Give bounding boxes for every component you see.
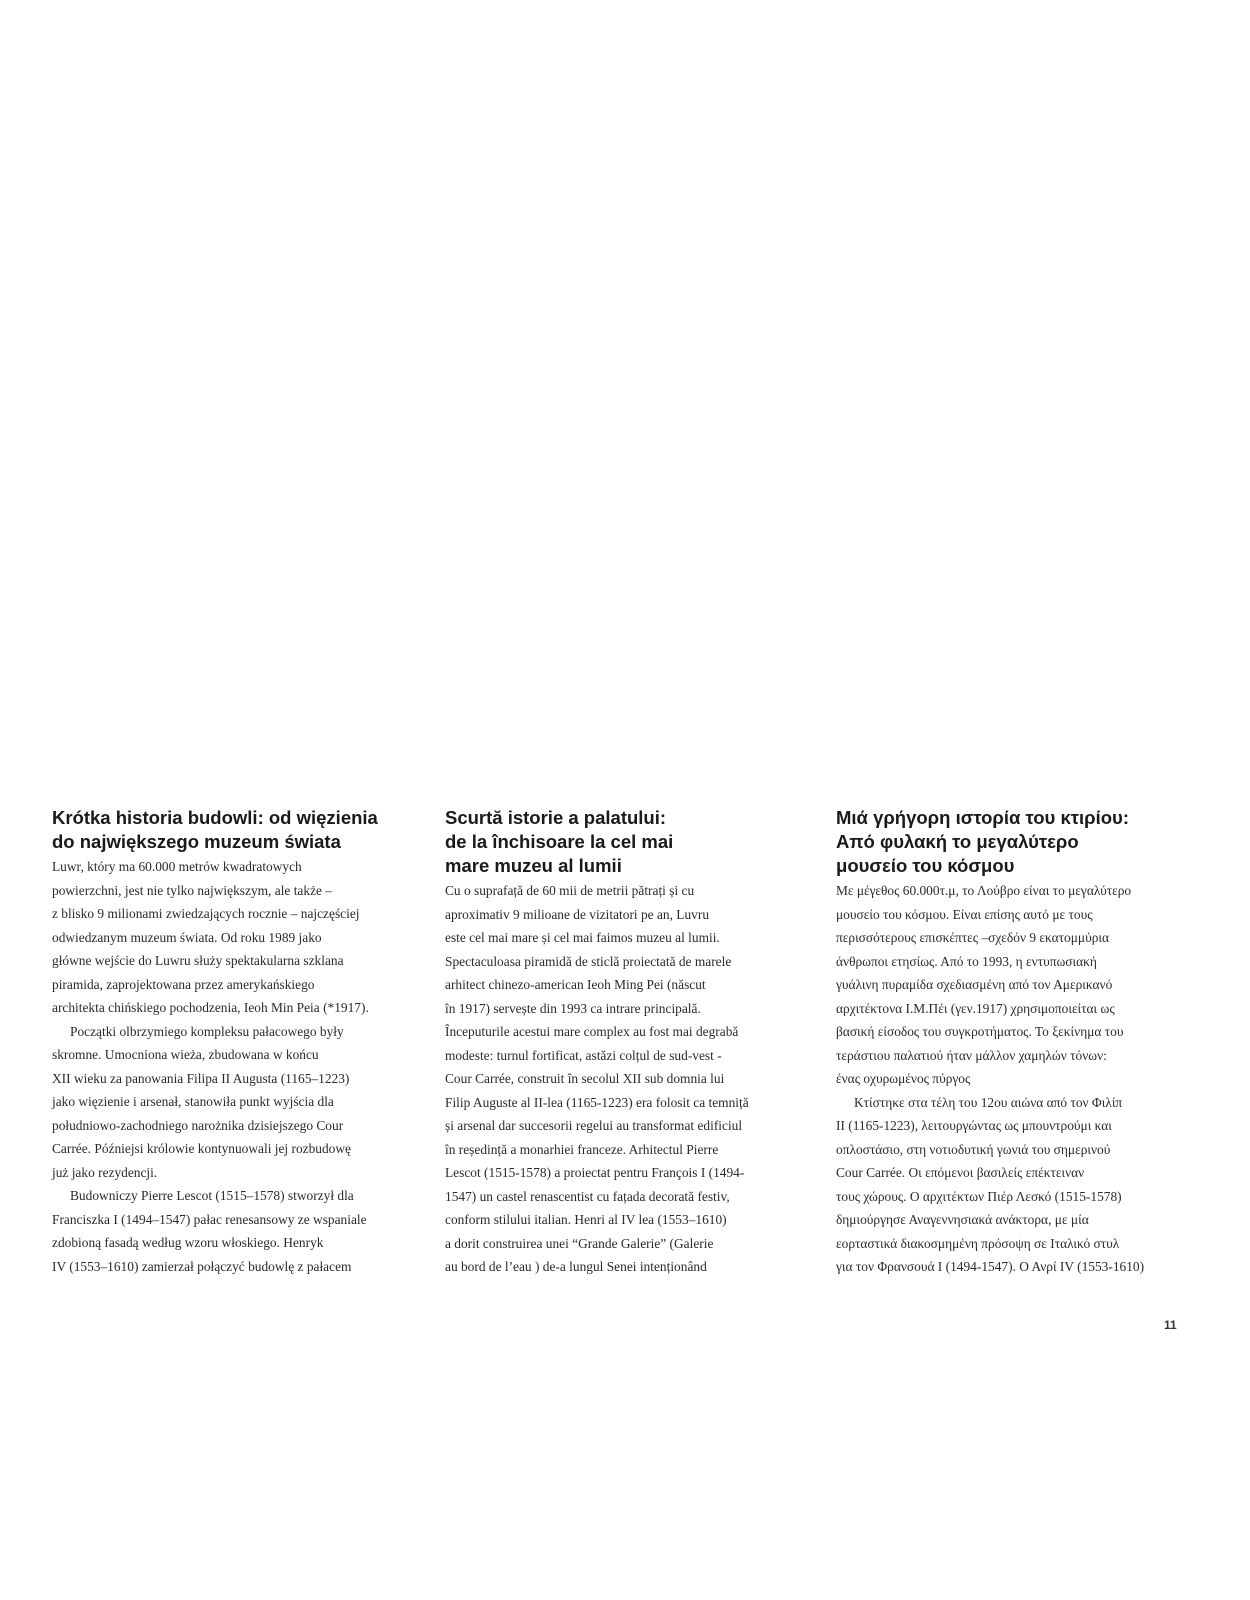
text-line: Lescot (1515-1578) a proiectat pentru François I (1494- — [445, 1165, 745, 1180]
text-line: odwiedzanym muzeum świata. Od roku 1989 jako — [52, 929, 322, 945]
text-line: Budowniczy Pierre Lescot (1515–1578) stworzył dla — [70, 1188, 354, 1203]
polish-column — [52, 806, 412, 1278]
text-line: Filip Auguste al II-lea (1165-1223) era folosit ca temniță — [445, 1094, 749, 1110]
greek-column — [836, 806, 1198, 1279]
text-line: Cour Carrée, construit în secolul XII sub domnia lui — [445, 1071, 725, 1086]
text-line: z blisko 9 milionami zwiedzających rocznie – najczęściej — [52, 906, 360, 921]
text-line: în reședință a monarhiei franceze. Arhitectul Pierre — [445, 1141, 719, 1157]
text-line: οπλοστάσιο, στη νοτιοδυτική γωνιά του σημερινού — [836, 1141, 1111, 1157]
text-line: Με μέγεθος 60.000τ.μ, το Λούβρο είναι το μεγαλύτερο — [836, 883, 1132, 898]
text-line: IV (1553–1610) zamierzał połączyć budowlę z pałacem — [52, 1258, 352, 1274]
greek-body — [836, 879, 1198, 1279]
text-line: și arsenal dar succesorii regelui au transformat edificiul — [445, 1118, 743, 1133]
text-line: modeste: turnul fortificat, astăzi colțul de sud-vest - — [445, 1047, 722, 1063]
romanian-body — [445, 879, 805, 1279]
text-line: Cu o suprafață de 60 mii de metrii pătrați și cu — [445, 883, 695, 898]
text-line: αρχιτέκτονα Ι.Μ.Πέι (γεν.1917) χρησιμοποιείται ως — [836, 1000, 1115, 1016]
text-line: Luwr, który ma 60.000 metrów kwadratowych — [52, 859, 302, 874]
text-line: άνθρωποι ετησίως. Από το 1993, η εντυπωσιακή — [836, 953, 1097, 969]
text-line: în 1917) servește din 1993 ca intrare principală. — [445, 1000, 701, 1016]
text-line: piramida, zaprojektowana przez amerykańskiego — [52, 976, 315, 992]
heading-line: do największego muzeum świata — [52, 831, 341, 852]
text-line: główne wejście do Luwru służy spektakularna szklana — [52, 953, 344, 968]
text-line: arhitect chinezo-american Ieoh Ming Pei (născut — [445, 977, 706, 992]
text-line: Spectaculoasa piramidă de sticlă proiectată de marele — [445, 953, 732, 969]
text-line: εορταστικά διακοσμημένη πρόσοψη σε Ιταλικό στυλ — [836, 1235, 1120, 1251]
heading-line: mare muzeu al lumii — [445, 855, 622, 876]
heading-line: μουσείο του κόσμου — [836, 855, 1015, 876]
text-line: γυάλινη πυραμίδα σχεδιασμένη από τον Αμερικανό — [836, 977, 1113, 992]
text-line: για τον Φρανσουά Ι (1494-1547). Ο Ανρί IV (1553-1610) — [836, 1259, 1145, 1274]
text-line: a dorit construirea unei “Grande Galerie” (Galerie — [445, 1235, 714, 1251]
text-line: μουσείο του κόσμου. Είναι επίσης αυτό με τους — [836, 906, 1093, 922]
text-line: jako więzienie i arsenał, stanowiła punkt wyjścia dla — [52, 1094, 334, 1109]
text-line: τους χώρους. Ο αρχιτέκτων Πιέρ Λεσκό (1515-1578) — [836, 1188, 1122, 1204]
text-line: Începuturile acestui mare complex au fost mai degrabă — [445, 1024, 739, 1039]
text-line: Początki olbrzymiego kompleksu pałacowego były — [70, 1023, 344, 1039]
text-line: powierzchni, jest nie tylko największym, ale także – — [52, 882, 332, 898]
heading-line: Scurtă istorie a palatului: — [445, 807, 667, 828]
text-line: południowo-zachodniego narożnika dzisiejszego Cour — [52, 1117, 344, 1133]
heading-line: Μιά γρήγορη ιστορία του κτιρίου: — [836, 807, 1129, 828]
text-line: II (1165-1223), λειτουργώντας ως μπουντρούμι και — [836, 1118, 1112, 1133]
text-line: περισσότερους επισκέπτες –σχεδόν 9 εκατομμύρια — [836, 930, 1110, 945]
text-line: Franciszka I (1494–1547) pałac renesansowy ze wspaniale — [52, 1211, 367, 1227]
heading-line: Από φυλακή το μεγαλύτερο — [836, 831, 1079, 852]
text-line: aproximativ 9 milioane de vizitatori pe an, Luvru — [445, 906, 710, 922]
heading-line: Krótka historia budowli: od więzienia — [52, 807, 378, 828]
text-line: βασική είσοδος του συγκροτήματος. Το ξεκίνημα του — [836, 1024, 1124, 1039]
text-line: skromne. Umocniona wieża, zbudowana w końcu — [52, 1047, 319, 1062]
greek-heading — [836, 806, 1198, 878]
polish-heading — [52, 806, 412, 854]
text-line: już jako rezydencji. — [52, 1164, 158, 1180]
romanian-heading — [445, 806, 805, 878]
text-line: ένας οχυρωμένος πύργος — [836, 1071, 971, 1086]
heading-line: de la închisoare la cel mai — [445, 831, 674, 852]
text-line: τεράστιου παλατιού ήταν μάλλον χαμηλών τόνων: — [836, 1047, 1107, 1063]
text-line: Cour Carrée. Οι επόμενοι βασιλείς επέκτειναν — [836, 1165, 1085, 1180]
text-line: architekta chińskiego pochodzenia, Ieoh Min Peia (*1917). — [52, 1000, 369, 1015]
text-line: Carrée. Późniejsi królowie kontynuowali jej rozbudowę — [52, 1141, 351, 1156]
page-number: 11 — [1164, 1318, 1177, 1332]
romanian-column — [445, 806, 805, 1279]
text-line: au bord de l’eau ) de-a lungul Senei intenționând — [445, 1259, 707, 1274]
text-line: δημιούργησε Αναγεννησιακά ανάκτορα, με μία — [836, 1212, 1089, 1227]
text-line: zdobioną fasadą według wzoru włoskiego. Henryk — [52, 1235, 324, 1250]
text-line: conform stilului italian. Henri al IV lea (1553–1610) — [445, 1212, 727, 1227]
text-line: este cel mai mare și cel mai faimos muzeu al lumii. — [445, 930, 720, 945]
text-line: 1547) un castel renascentist cu fațada decorată festiv, — [445, 1188, 730, 1204]
text-line: Κτίστηκε στα τέλη του 12ου αιώνα από τον Φιλίπ — [854, 1094, 1123, 1110]
text-line: XII wieku za panowania Filipa II Augusta (1165–1223) — [52, 1070, 350, 1086]
polish-body — [52, 855, 412, 1278]
